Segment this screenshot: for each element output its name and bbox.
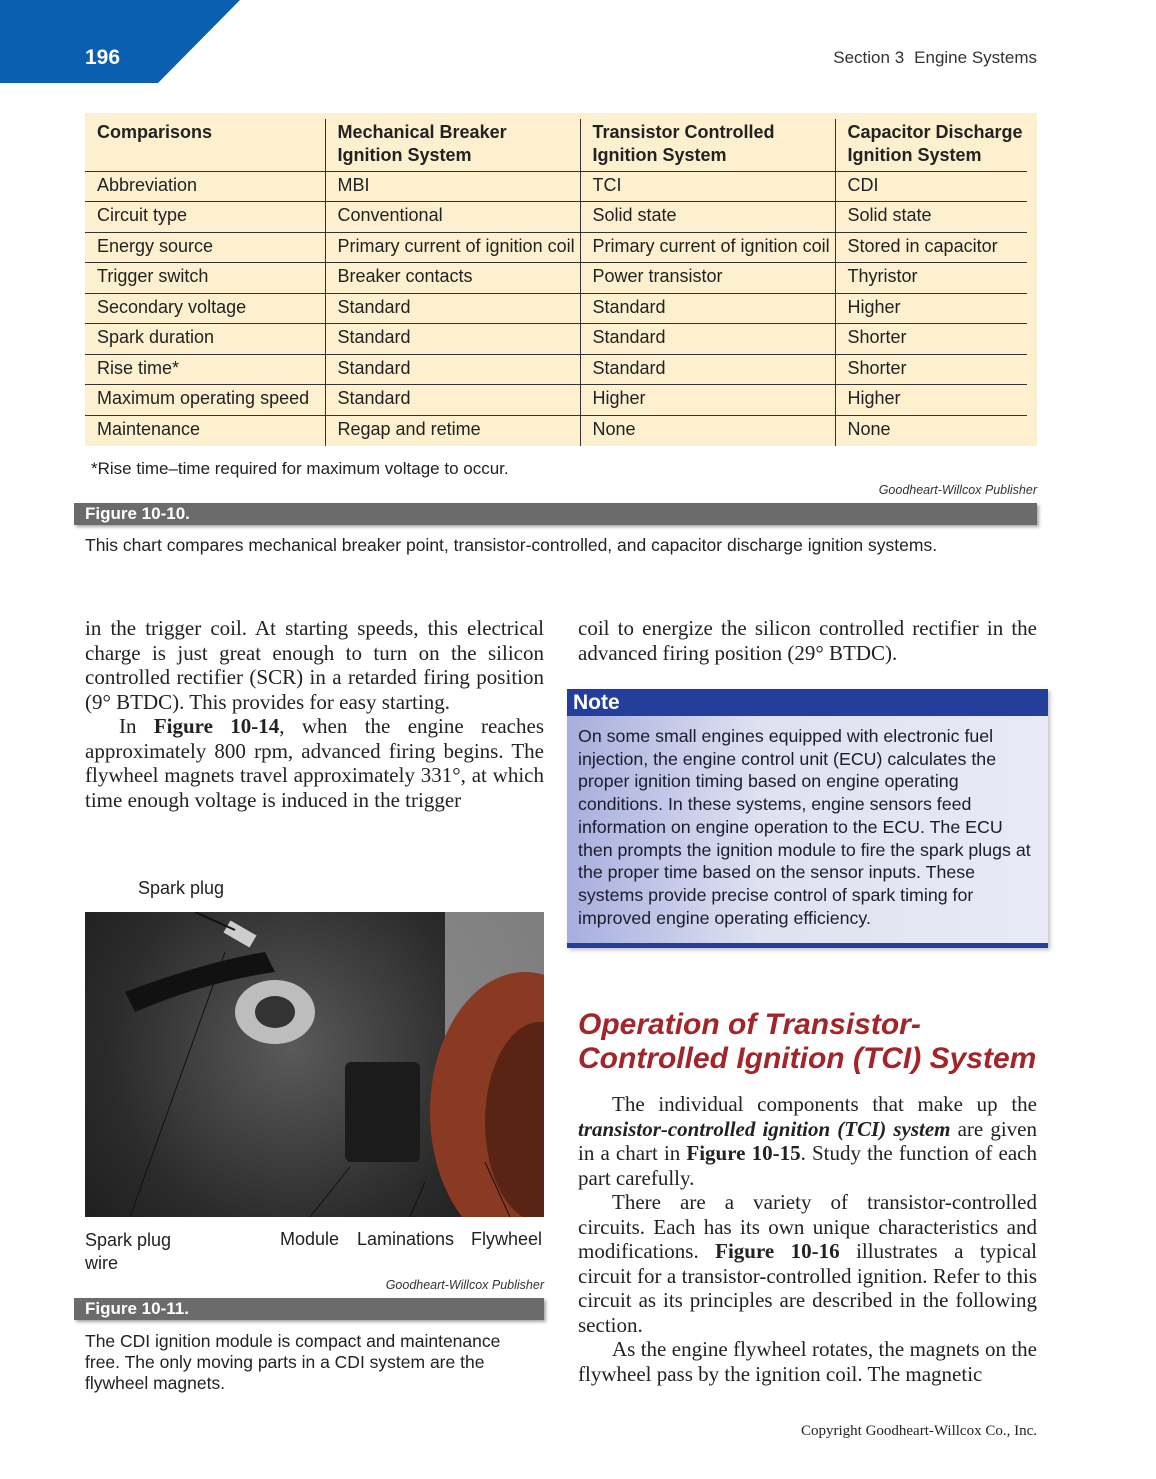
figure-caption: This chart compares mechanical breaker point, transistor-controlled, and capacitor discharge ignition systems. (85, 535, 938, 555)
table-row (85, 293, 1027, 324)
left-column-text (85, 616, 544, 812)
table-cell: Standard (580, 293, 835, 324)
section-label: Section 3 (833, 48, 905, 67)
table-cell: CDI (835, 171, 1027, 202)
figure-reference: Figure 10-14 (153, 714, 280, 738)
figure-reference: Figure 10-16 (715, 1239, 840, 1263)
table-cell: Solid state (580, 202, 835, 233)
figure-credit: Goodheart-Willcox Publisher (385, 1278, 544, 1292)
figure-label: Figure 10-10. (74, 503, 1037, 525)
table-cell: Thyristor (835, 263, 1027, 294)
header-line: Capacitor Discharge (847, 122, 1023, 142)
header-line: Transistor Controlled (592, 122, 775, 142)
table-row (85, 415, 1027, 446)
table-cell: Spark duration (85, 324, 325, 355)
table-cell: Breaker contacts (325, 263, 580, 294)
table-cell: Shorter (835, 354, 1027, 385)
table-cell: Standard (580, 324, 835, 355)
paragraph: As the engine flywheel rotates, the magnets on the flywheel pass by the ignition coil. The magnetic (578, 1337, 1037, 1386)
running-header (833, 48, 1037, 68)
note-box (567, 689, 1048, 948)
table-cell: Higher (835, 385, 1027, 416)
column-header (580, 119, 835, 171)
header-line: Mechanical Breaker (337, 122, 507, 142)
figure-credit: Goodheart-Willcox Publisher (878, 483, 1037, 497)
table-cell: Solid state (835, 202, 1027, 233)
text: are given in a chart in (578, 1116, 1037, 1165)
engine-photo (85, 912, 544, 1217)
table-cell: Circuit type (85, 202, 325, 233)
key-term: transistor-controlled ignition (TCI) system (578, 1116, 951, 1141)
label-spark-plug: Spark plug (138, 878, 225, 898)
table-cell: None (835, 415, 1027, 446)
column-header (325, 119, 580, 171)
table-row (85, 202, 1027, 233)
label-spark-plug-wire: Spark plug wire (85, 1230, 172, 1273)
table-cell: Regap and retime (325, 415, 580, 446)
table-cell: Maximum operating speed (85, 385, 325, 416)
table-cell: MBI (325, 171, 580, 202)
table-cell: Power transistor (580, 263, 835, 294)
table-row (85, 324, 1027, 355)
header-line: Ignition System (337, 145, 472, 165)
table-row (85, 232, 1027, 263)
text: . Study the function of each part carefully. (578, 1141, 1037, 1190)
header-line: Ignition System (847, 145, 982, 165)
section-heading (578, 1008, 1036, 1076)
table-cell: Standard (580, 354, 835, 385)
table-row (85, 354, 1027, 385)
label-module: Module (280, 1229, 340, 1249)
table-cell: Higher (835, 293, 1027, 324)
figure-label: Figure 10-11. (74, 1298, 544, 1320)
table-cell: TCI (580, 171, 835, 202)
figure-caption: The CDI ignition module is compact and maintenance free. The only moving parts in a CDI system are the flywheel magnets. (85, 1331, 501, 1393)
right-column-text (578, 616, 1037, 665)
page-tab (0, 0, 240, 83)
engine-illustration (85, 912, 544, 1217)
table-row (85, 385, 1027, 416)
note-title: Note (567, 689, 1048, 716)
table-cell: Abbreviation (85, 171, 325, 202)
tci-text (578, 1092, 1037, 1386)
table-cell: Higher (580, 385, 835, 416)
heading-line: Controlled Ignition (TCI) System (578, 1042, 1037, 1075)
text: There are a variety of transistor-controlled circuits. Each has its own unique characteristics and modifications. (578, 1190, 1037, 1263)
table-cell: None (580, 415, 835, 446)
table-cell: Stored in capacitor (835, 232, 1027, 263)
note-footer-bar (567, 943, 1048, 948)
paragraph: coil to energize the silicon controlled rectifier in the advanced firing position (29° BTDC). (578, 616, 1037, 665)
table-cell: Trigger switch (85, 263, 325, 294)
comparison-table (85, 113, 1037, 446)
header-line: Ignition System (592, 145, 727, 165)
table-cell: Energy source (85, 232, 325, 263)
table-cell: Standard (325, 354, 580, 385)
table-cell: Conventional (325, 202, 580, 233)
text: In (119, 714, 154, 738)
table-row (85, 263, 1027, 294)
paragraph (85, 714, 544, 812)
paragraph (578, 1092, 1037, 1190)
chapter-label: Engine Systems (914, 48, 1037, 67)
table-row (85, 171, 1027, 202)
text: , when the engine reaches approximately 800 rpm, advanced firing begins. The flywheel magnets travel approximately 331°, at which time enough voltage is induced in the trigger (85, 714, 544, 812)
copyright: Copyright Goodheart-Willcox Co., Inc. (800, 1423, 1037, 1439)
figure-reference: Figure 10-15 (686, 1141, 801, 1165)
table-cell: Shorter (835, 324, 1027, 355)
table-cell: Standard (325, 324, 580, 355)
label-flywheel: Flywheel (471, 1229, 543, 1249)
paragraph (578, 1190, 1037, 1337)
table-footnote: *Rise time–time required for maximum voltage to occur. (91, 459, 509, 478)
text: The individual components that make up the (612, 1092, 1037, 1116)
table-cell: Primary current of ignition coil (580, 232, 835, 263)
table-cell: Secondary voltage (85, 293, 325, 324)
column-header (85, 119, 325, 171)
header-line: Comparisons (97, 122, 213, 142)
column-header (835, 119, 1027, 171)
table-cell: Primary current of ignition coil (325, 232, 580, 263)
table-cell: Standard (325, 293, 580, 324)
note-text: On some small engines equipped with electronic fuel injection, the engine control unit (ECU) calculates the proper ignition timing based on engine operating conditions. In these systems, engine sensors feed information on engine operation to the ECU. The ECU then prompts the ignition module to fire the spark plugs at the proper time based on the sensor inputs. These systems provide precise control of spark timing for improved engine operating efficiency. (578, 726, 1031, 928)
page-number: 196 (85, 46, 121, 69)
paragraph: in the trigger coil. At starting speeds, this electrical charge is just great enough to turn on the silicon controlled rectifier (SCR) in a retarded firing position (9° BTDC). This provides for easy starting. (85, 616, 544, 714)
heading-line: Operation of Transistor- (578, 1008, 921, 1041)
table-cell: Maintenance (97, 418, 201, 439)
label-laminations: Laminations (357, 1229, 455, 1249)
table-cell: Standard (325, 385, 580, 416)
text: illustrates a typical circuit for a transistor-controlled ignition. Refer to this circuit as its principles are described in the following section. (578, 1239, 1037, 1337)
table-cell: Rise time* (85, 354, 325, 385)
